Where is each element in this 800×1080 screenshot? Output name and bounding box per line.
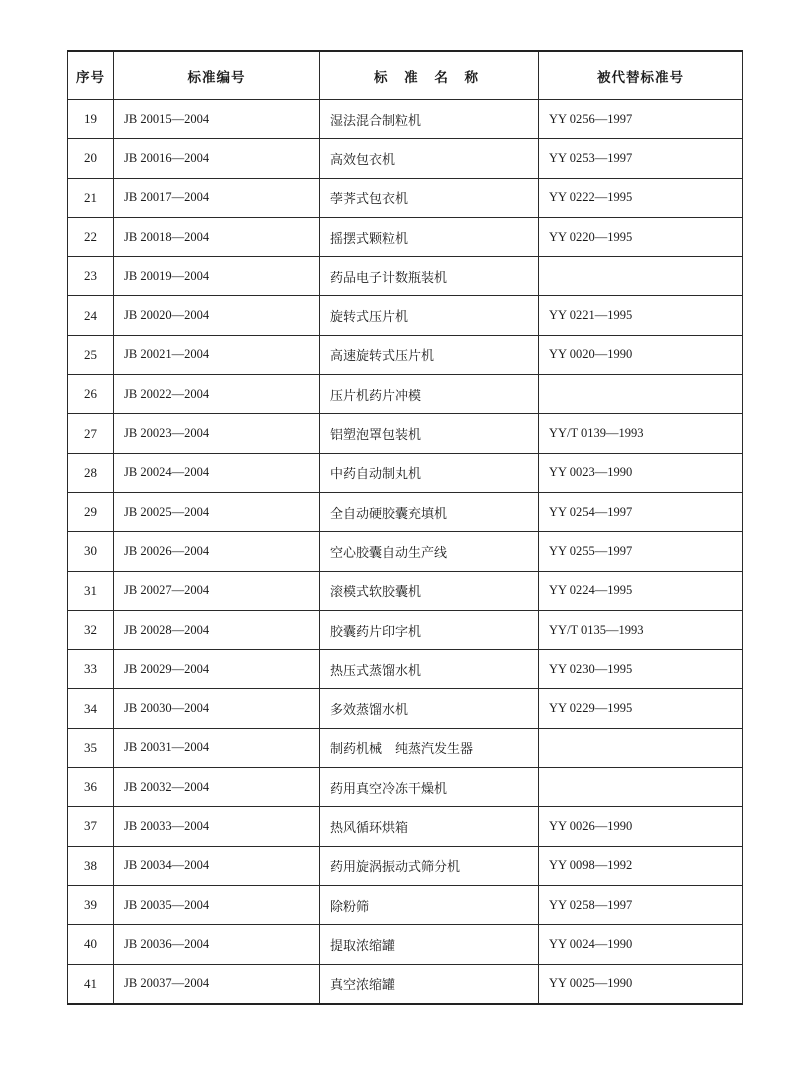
row-standard-name: 空心胶囊自动生产线 — [320, 532, 539, 571]
row-replaced-standard: YY 0255—1997 — [539, 532, 743, 571]
row-replaced-standard: YY 0224—1995 — [539, 571, 743, 610]
row-standard-name: 药品电子计数瓶装机 — [320, 257, 539, 296]
table-row — [68, 178, 743, 217]
header-replaced-standard: 被代替标准号 — [539, 51, 743, 100]
row-standard-code: JB 20016—2004 — [114, 139, 320, 178]
row-standard-code: JB 20037—2004 — [114, 964, 320, 1004]
table-row — [68, 768, 743, 807]
row-standard-name: 全自动硬胶囊充填机 — [320, 492, 539, 531]
row-replaced-standard: YY 0254—1997 — [539, 492, 743, 531]
table-row — [68, 689, 743, 728]
row-standard-name: 药用旋涡振动式筛分机 — [320, 846, 539, 885]
table-row — [68, 925, 743, 964]
row-serial-number: 41 — [68, 964, 114, 1004]
table-row — [68, 375, 743, 414]
row-serial-number: 36 — [68, 768, 114, 807]
row-standard-name: 药用真空冷冻干燥机 — [320, 768, 539, 807]
row-standard-name: 湿法混合制粒机 — [320, 100, 539, 139]
table-row — [68, 964, 743, 1004]
row-serial-number: 23 — [68, 257, 114, 296]
row-serial-number: 22 — [68, 217, 114, 256]
row-serial-number: 39 — [68, 885, 114, 924]
row-replaced-standard — [539, 257, 743, 296]
row-serial-number: 38 — [68, 846, 114, 885]
row-standard-code: JB 20033—2004 — [114, 807, 320, 846]
row-serial-number: 26 — [68, 375, 114, 414]
row-standard-code: JB 20034—2004 — [114, 846, 320, 885]
row-replaced-standard: YY 0026—1990 — [539, 807, 743, 846]
table-row — [68, 335, 743, 374]
table-row — [68, 296, 743, 335]
header-standard-code: 标准编号 — [114, 51, 320, 100]
row-standard-code: JB 20025—2004 — [114, 492, 320, 531]
row-serial-number: 40 — [68, 925, 114, 964]
row-replaced-standard: YY 0023—1990 — [539, 453, 743, 492]
row-serial-number: 29 — [68, 492, 114, 531]
row-standard-code: JB 20029—2004 — [114, 650, 320, 689]
header-row — [68, 51, 743, 100]
row-standard-code: JB 20026—2004 — [114, 532, 320, 571]
row-standard-name: 真空浓缩罐 — [320, 964, 539, 1004]
table-row — [68, 139, 743, 178]
table-row — [68, 571, 743, 610]
row-replaced-standard — [539, 768, 743, 807]
table-row — [68, 453, 743, 492]
row-standard-name: 热风循环烘箱 — [320, 807, 539, 846]
row-serial-number: 20 — [68, 139, 114, 178]
row-replaced-standard: YY 0025—1990 — [539, 964, 743, 1004]
row-standard-name: 热压式蒸馏水机 — [320, 650, 539, 689]
row-standard-code: JB 20020—2004 — [114, 296, 320, 335]
row-replaced-standard — [539, 728, 743, 767]
row-standard-code: JB 20030—2004 — [114, 689, 320, 728]
row-replaced-standard: YY 0256—1997 — [539, 100, 743, 139]
row-serial-number: 19 — [68, 100, 114, 139]
row-serial-number: 34 — [68, 689, 114, 728]
row-replaced-standard: YY/T 0139—1993 — [539, 414, 743, 453]
standards-table — [67, 50, 743, 1005]
row-serial-number: 21 — [68, 178, 114, 217]
table-row — [68, 807, 743, 846]
row-standard-name: 中药自动制丸机 — [320, 453, 539, 492]
row-standard-name: 制药机械 纯蒸汽发生器 — [320, 728, 539, 767]
table-row — [68, 257, 743, 296]
row-serial-number: 31 — [68, 571, 114, 610]
row-serial-number: 37 — [68, 807, 114, 846]
row-replaced-standard: YY 0020—1990 — [539, 335, 743, 374]
row-replaced-standard — [539, 375, 743, 414]
row-standard-name: 高速旋转式压片机 — [320, 335, 539, 374]
row-serial-number: 30 — [68, 532, 114, 571]
row-standard-code: JB 20036—2004 — [114, 925, 320, 964]
row-standard-code: JB 20024—2004 — [114, 453, 320, 492]
table-row — [68, 217, 743, 256]
table-row — [68, 532, 743, 571]
table-row — [68, 885, 743, 924]
row-standard-code: JB 20035—2004 — [114, 885, 320, 924]
header-standard-name: 标 准 名 称 — [320, 51, 539, 100]
table-header — [68, 51, 743, 100]
row-standard-name: 高效包衣机 — [320, 139, 539, 178]
row-replaced-standard: YY 0222—1995 — [539, 178, 743, 217]
table-row — [68, 846, 743, 885]
table-row — [68, 414, 743, 453]
row-replaced-standard: YY 0024—1990 — [539, 925, 743, 964]
row-replaced-standard: YY 0258—1997 — [539, 885, 743, 924]
header-serial-number: 序号 — [68, 51, 114, 100]
row-standard-code: JB 20031—2004 — [114, 728, 320, 767]
table-row — [68, 728, 743, 767]
row-replaced-standard: YY/T 0135—1993 — [539, 610, 743, 649]
row-serial-number: 25 — [68, 335, 114, 374]
row-replaced-standard: YY 0220—1995 — [539, 217, 743, 256]
row-replaced-standard: YY 0221—1995 — [539, 296, 743, 335]
row-standard-code: JB 20032—2004 — [114, 768, 320, 807]
row-standard-name: 旋转式压片机 — [320, 296, 539, 335]
row-standard-name: 滚模式软胶囊机 — [320, 571, 539, 610]
table-row — [68, 492, 743, 531]
row-serial-number: 35 — [68, 728, 114, 767]
table-row — [68, 650, 743, 689]
table-row — [68, 100, 743, 139]
row-standard-code: JB 20022—2004 — [114, 375, 320, 414]
row-standard-name: 荸荠式包衣机 — [320, 178, 539, 217]
row-standard-name: 压片机药片冲模 — [320, 375, 539, 414]
row-standard-code: JB 20017—2004 — [114, 178, 320, 217]
row-serial-number: 28 — [68, 453, 114, 492]
row-standard-code: JB 20019—2004 — [114, 257, 320, 296]
row-standard-name: 摇摆式颗粒机 — [320, 217, 539, 256]
row-standard-code: JB 20021—2004 — [114, 335, 320, 374]
row-standard-code: JB 20015—2004 — [114, 100, 320, 139]
row-replaced-standard: YY 0098—1992 — [539, 846, 743, 885]
row-standard-code: JB 20027—2004 — [114, 571, 320, 610]
row-replaced-standard: YY 0253—1997 — [539, 139, 743, 178]
row-standard-code: JB 20028—2004 — [114, 610, 320, 649]
table-body — [68, 100, 743, 1004]
row-serial-number: 33 — [68, 650, 114, 689]
row-standard-name: 胶囊药片印字机 — [320, 610, 539, 649]
row-replaced-standard: YY 0229—1995 — [539, 689, 743, 728]
row-serial-number: 24 — [68, 296, 114, 335]
row-serial-number: 32 — [68, 610, 114, 649]
row-standard-name: 铝塑泡罩包装机 — [320, 414, 539, 453]
row-standard-name: 多效蒸馏水机 — [320, 689, 539, 728]
row-standard-code: JB 20023—2004 — [114, 414, 320, 453]
row-standard-code: JB 20018—2004 — [114, 217, 320, 256]
table-row — [68, 610, 743, 649]
row-replaced-standard: YY 0230—1995 — [539, 650, 743, 689]
row-serial-number: 27 — [68, 414, 114, 453]
row-standard-name: 除粉筛 — [320, 885, 539, 924]
row-standard-name: 提取浓缩罐 — [320, 925, 539, 964]
